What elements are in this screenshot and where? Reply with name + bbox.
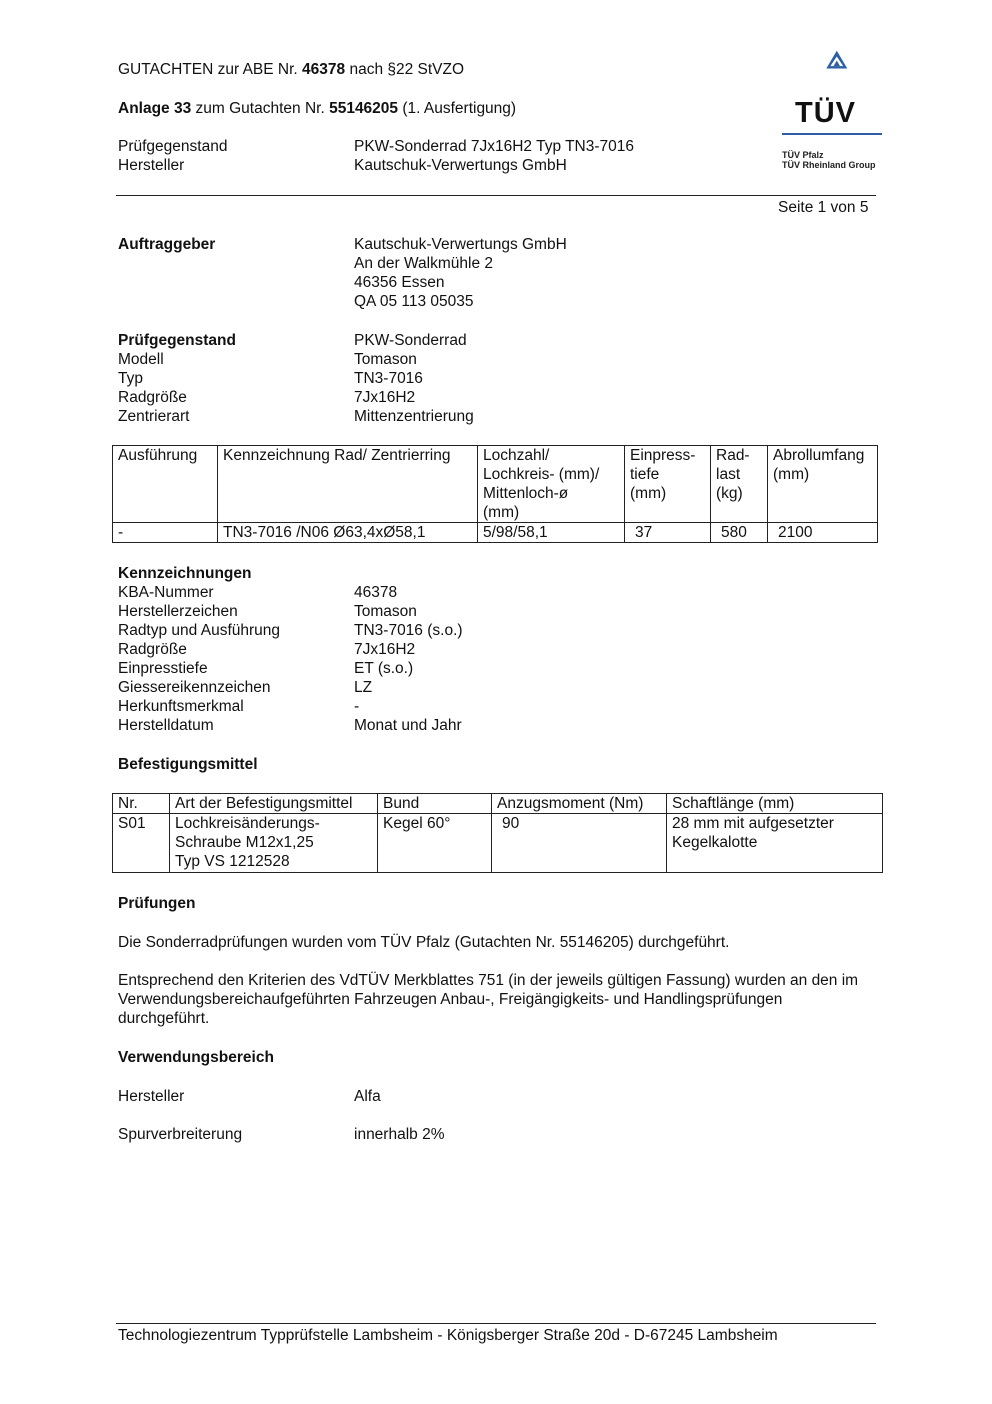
test-object-section: Prüfgegenstand PKW-Sonderrad Modell Tomason Typ TN3-7016 Radgröße 7Jx16H2 Zentrierart Mittenzentrierung bbox=[118, 332, 474, 425]
table-row bbox=[113, 523, 878, 543]
table-row bbox=[113, 814, 883, 873]
column-header: Nr. bbox=[113, 794, 170, 814]
tuv-logo-icon bbox=[788, 50, 892, 100]
document-title: GUTACHTEN zur ABE Nr. 46378 nach §22 StVZO bbox=[118, 61, 465, 78]
column-header: Anzugsmoment (Nm) bbox=[492, 794, 667, 814]
table-cell: - bbox=[113, 523, 218, 543]
table-cell: 37 bbox=[625, 523, 711, 543]
logo-wordmark: TÜV bbox=[795, 97, 856, 129]
annex-line: Anlage 33 zum Gutachten Nr. 55146205 (1. Ausfertigung) bbox=[118, 100, 517, 117]
column-header: Schaftlänge (mm) bbox=[667, 794, 883, 814]
logo-subtitle: TÜV Pfalz TÜV Rheinland Group bbox=[782, 150, 876, 170]
tests-paragraph-2: Entsprechend den Kriterien des VdTÜV Merkblattes 751 (in der jeweils gültigen Fassung) wurden an den im Verwendungsbereichaufgeführten Fahrzeugen Anbau-, Freigängigkeits- und Handlingsprüfungen durchgeführt. bbox=[118, 972, 859, 1027]
table-cell: 2100 bbox=[768, 523, 878, 543]
header-meta: Prüfgegenstand PKW-Sonderrad 7Jx16H2 Typ TN3-7016 Hersteller Kautschuk-Verwertungs GmbH bbox=[118, 138, 635, 174]
column-header: Einpress- tiefe (mm) bbox=[625, 446, 711, 523]
column-header: Ausführung bbox=[113, 446, 218, 523]
header-rule bbox=[116, 195, 876, 196]
footer-rule bbox=[116, 1323, 876, 1324]
scope-row-track: Spurverbreiterung innerhalb 2% bbox=[118, 1126, 445, 1143]
scope-row-manufacturer: Hersteller Alfa bbox=[118, 1088, 381, 1105]
tests-paragraph-1: Die Sonderradprüfungen wurden vom TÜV Pfalz (Gutachten Nr. 55146205) durchgeführt. bbox=[118, 934, 730, 951]
column-header: Kennzeichnung Rad/ Zentrierring bbox=[218, 446, 478, 523]
fastening-table bbox=[112, 793, 883, 873]
table-header-row bbox=[113, 794, 883, 814]
column-header: Lochzahl/ Lochkreis- (mm)/ Mittenloch-ø (mm) bbox=[478, 446, 625, 523]
table-cell: 28 mm mit aufgesetzter Kegelkalotte bbox=[667, 814, 883, 873]
column-header: Art der Befestigungsmittel bbox=[170, 794, 378, 814]
table-cell: 5/98/58,1 bbox=[478, 523, 625, 543]
page-number: Seite 1 von 5 bbox=[778, 199, 869, 216]
fastening-heading: Befestigungsmittel bbox=[118, 756, 258, 773]
client-section: Auftraggeber Kautschuk-Verwertungs GmbH An der Walkmühle 2 46356 Essen QA 05 113 05035 bbox=[118, 236, 567, 310]
markings-section: Kennzeichnungen KBA-Nummer 46378 Herstellerzeichen Tomason Radtyp und Ausführung TN3-7016 (s.o.) Radgröße 7Jx16H2 Einpresstiefe ET (s.o.) Giessereikennzeichen LZ Herkunftsmerkmal - Herstelldatum Monat und Jahr bbox=[118, 565, 463, 734]
column-header: Abrollumfang (mm) bbox=[768, 446, 878, 523]
table-cell: 580 bbox=[711, 523, 768, 543]
scope-heading: Verwendungsbereich bbox=[118, 1049, 274, 1066]
column-header: Bund bbox=[378, 794, 492, 814]
table-header-row bbox=[113, 446, 878, 523]
table-cell: S01 bbox=[113, 814, 170, 873]
table-cell: TN3-7016 /N06 Ø63,4xØ58,1 bbox=[218, 523, 478, 543]
wheel-spec-table bbox=[112, 445, 878, 543]
table-cell: Kegel 60° bbox=[378, 814, 492, 873]
footer-address: Technologiezentrum Typprüfstelle Lambsheim - Königsberger Straße 20d - D-67245 Lambsheim bbox=[118, 1327, 778, 1344]
column-header: Rad- last (kg) bbox=[711, 446, 768, 523]
tests-heading: Prüfungen bbox=[118, 895, 196, 912]
logo-divider bbox=[782, 133, 882, 135]
table-cell: Lochkreisänderungs- Schraube M12x1,25 Typ VS 1212528 bbox=[170, 814, 378, 873]
table-cell: 90 bbox=[492, 814, 667, 873]
